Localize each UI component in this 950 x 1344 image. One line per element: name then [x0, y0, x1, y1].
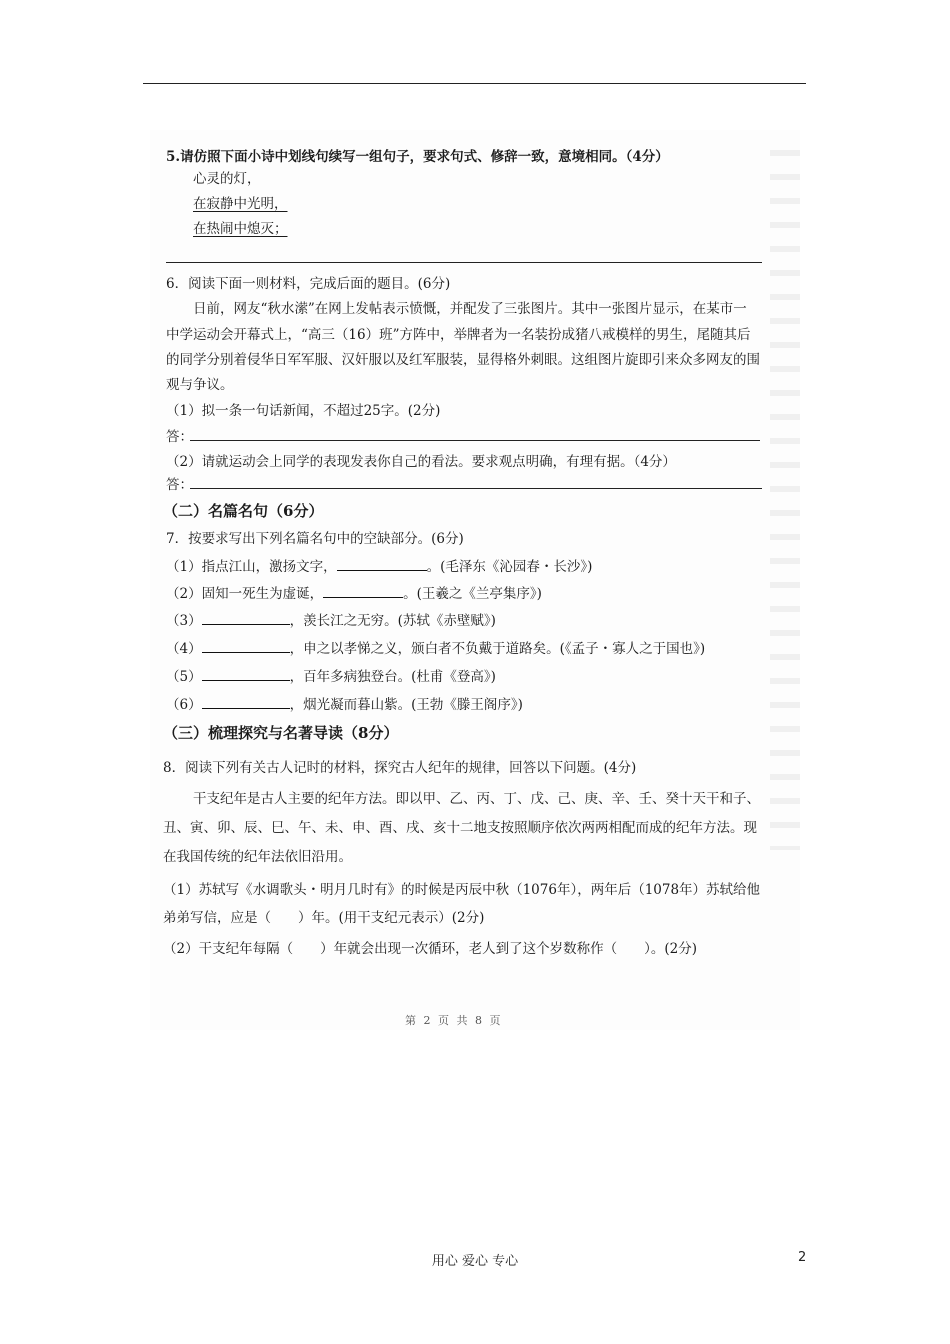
q8-material-line1: 干支纪年是古人主要的纪年方法。即以甲、乙、丙、丁、戊、己、庚、辛、壬、癸十天干和子、 [193, 791, 760, 807]
q7-item-post: ，申之以孝悌之义，颁白者不负戴于道路矣。(《孟子・寡人之于国也》) [289, 641, 706, 657]
q7-item-3 [166, 612, 496, 630]
q6-material-line2: 中学运动会开幕式上，“高三（16）班”方阵中，举牌者为一名装扮成猪八戒模样的男生，尾随其后 [166, 327, 751, 343]
q7-item-pre: 指点江山，激扬文字， [201, 559, 337, 575]
q5-poem-line3: 在热闹中熄灭； [193, 221, 288, 237]
q7-item-2 [166, 585, 542, 603]
q7-blank-3[interactable] [202, 612, 290, 625]
q7-item-number: （6） [166, 697, 202, 713]
q6-sub1: （1）拟一条一句话新闻，不超过25字。(2分) [166, 403, 441, 419]
scan-bleed-edge [770, 150, 800, 850]
q7-item-1 [166, 558, 592, 576]
q7-blank-1[interactable] [337, 558, 427, 571]
q8-material-line2: 丑、寅、卯、辰、巳、午、未、申、酉、戌、亥十二地支按照顺序依次两两相配而成的纪年方法。现 [163, 820, 757, 836]
q5-prompt: 5.请仿照下面小诗中划线句续写一组句子，要求句式、修辞一致，意境相同。（4分） [166, 149, 669, 165]
q7-item-pre: 固知一死生为虚诞， [201, 586, 324, 602]
q7-blank-2[interactable] [323, 585, 403, 598]
inner-page-label: 第 2 页 共 8 页 [405, 1014, 503, 1027]
q8-prompt: 8．阅读下列有关古人记时的材料，探究古人纪年的规律，回答以下问题。(4分) [163, 760, 637, 776]
q8-sub1-line2: 弟弟写信，应是（ ）年。(用干支纪元表示）(2分) [163, 910, 485, 926]
q6-material-line3: 的同学分别着侵华日军军服、汉奸服以及红军服装，显得格外刺眼。这组图片旋即引来众多网友的围 [166, 352, 760, 368]
q7-item-post: ，烟光凝而暮山紫。(王勃《滕王阁序》) [289, 697, 523, 713]
q7-item-number: （4） [166, 641, 202, 657]
q5-answer-line[interactable] [166, 262, 762, 263]
q7-item-number: （3） [166, 613, 202, 629]
q7-item-6 [166, 696, 523, 714]
q7-item-post: ，百年多病独登台。(杜甫《登高》) [289, 669, 496, 685]
q6-prompt: 6．阅读下面一则材料，完成后面的题目。(6分) [166, 276, 451, 292]
q7-item-post: ，羡长江之无穷。(苏轼《赤壁赋》) [289, 613, 496, 629]
q6-answer-label2: 答： [166, 477, 193, 493]
q7-item-post: 。(毛泽东《沁园春・长沙》) [426, 559, 593, 575]
q7-blank-5[interactable] [202, 668, 290, 681]
q7-item-post: 。(王羲之《兰亭集序》) [403, 586, 542, 602]
section2-title: （二）名篇名句（6分） [163, 502, 324, 520]
q6-sub2: （2）请就运动会上同学的表现发表你自己的看法。要求观点明确，有理有据。（4分） [166, 454, 676, 470]
q8-sub1-line1: （1）苏轼写《水调歌头・明月几时有》的时候是丙辰中秋（1076年），两年后（1078年）苏轼给他 [163, 882, 761, 898]
q7-prompt: 7．按要求写出下列名篇名句中的空缺部分。(6分) [166, 531, 464, 547]
q7-blank-6[interactable] [202, 696, 290, 709]
q7-item-number: （1） [166, 559, 202, 575]
q7-item-number: （5） [166, 669, 202, 685]
q7-blank-4[interactable] [202, 640, 290, 653]
q7-item-number: （2） [166, 586, 202, 602]
q5-poem-line1: 心灵的灯， [193, 171, 261, 187]
q6-answer-line1[interactable] [190, 440, 760, 441]
q6-answer-label1: 答： [166, 429, 193, 445]
q6-material-line1: 日前，网友“秋水潆”在网上发帖表示愤慨，并配发了三张图片。其中一张图片显示，在某市一 [193, 301, 747, 317]
q6-answer-line2[interactable] [190, 488, 762, 489]
footer-slogan: 用心 爱心 专心 [431, 1254, 519, 1269]
q5-poem-line2: 在寂静中光明， [193, 196, 288, 212]
q6-material-line4: 观与争议。 [166, 377, 234, 393]
q8-sub2: （2）干支纪年每隔（ ）年就会出现一次循环，老人到了这个岁数称作（ ）。(2分) [163, 941, 697, 957]
q7-item-4 [166, 640, 705, 658]
page-number: 2 [798, 1250, 807, 1265]
section3-title: （三）梳理探究与名著导读（8分） [163, 724, 399, 742]
q7-item-5 [166, 668, 496, 686]
header-rule [143, 83, 806, 84]
q8-material-line3: 在我国传统的纪年法依旧沿用。 [163, 849, 352, 865]
